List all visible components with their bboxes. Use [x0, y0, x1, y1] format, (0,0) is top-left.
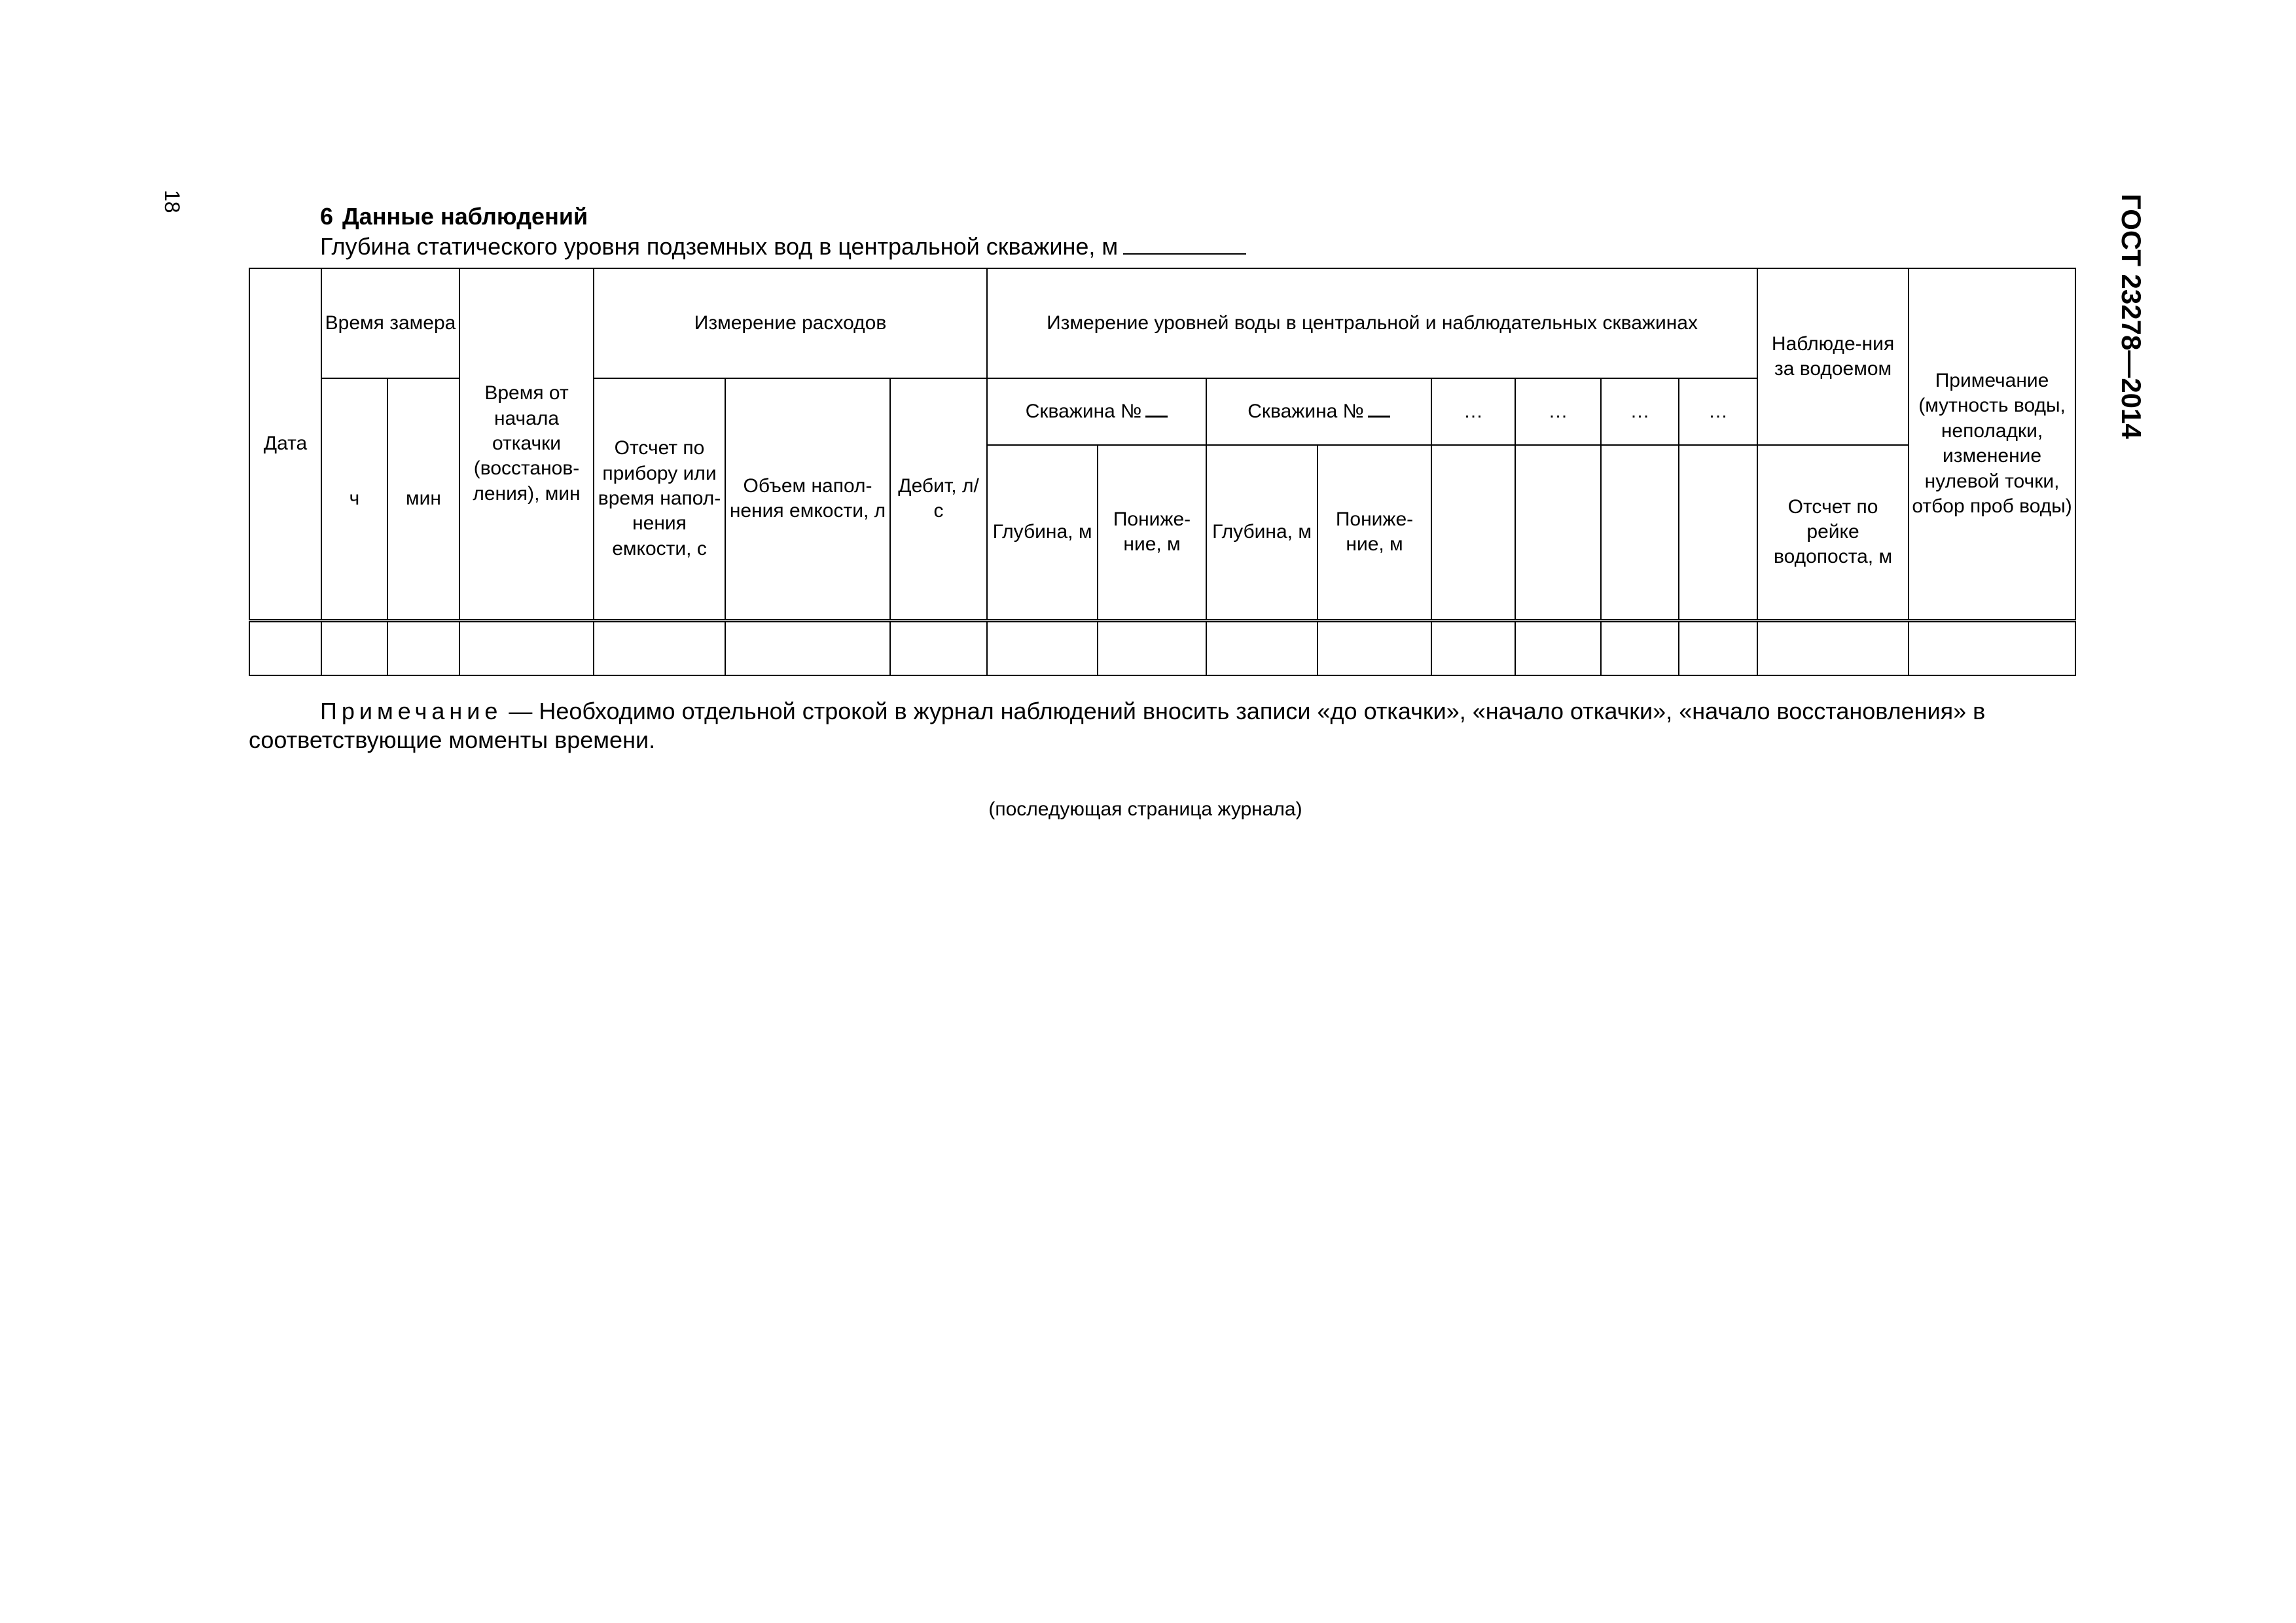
- header-row-1: [249, 268, 2075, 378]
- table-cell: [1318, 620, 1431, 675]
- header-flow-measurement: Измерение расходов: [594, 268, 987, 378]
- header-minutes: мин: [387, 378, 459, 620]
- table-cell: [1757, 620, 1909, 675]
- section-number: 6: [320, 203, 334, 230]
- table-cell: [1601, 620, 1679, 675]
- header-date: Дата: [249, 268, 321, 620]
- header-more-wells: …: [1515, 378, 1601, 445]
- table-cell: [1098, 620, 1206, 675]
- header-elapsed-time: Время от начала откачки (восстанов-ления), мин: [459, 268, 594, 620]
- header-more-wells: …: [1601, 378, 1679, 445]
- table-cell: [1909, 620, 2075, 675]
- observation-journal-table: [249, 268, 2076, 676]
- note-text: Необходимо отдельной строкой в журнал наблюдений вносить записи «до откачки», «начало откачки», «начало восстановления» в соответствующие моменты времени.: [249, 698, 1986, 753]
- static-level-line: [320, 233, 1246, 260]
- header-water-levels: Измерение уровней воды в центральной и наблюдательных скважинах: [987, 268, 1757, 378]
- well-2-number-blank: [1368, 402, 1390, 418]
- header-drawdown-well-1: Пониже-ние, м: [1098, 445, 1206, 620]
- header-time-group: Время замера: [321, 268, 459, 378]
- table-cell: [249, 620, 321, 675]
- note-label: Примечание: [320, 698, 503, 724]
- section-title: [320, 203, 588, 230]
- table-cell: [987, 620, 1098, 675]
- table-cell: [1206, 620, 1318, 675]
- table-row: [249, 620, 2075, 675]
- table-cell: [890, 620, 987, 675]
- well-2-label: Скважина №: [1247, 400, 1364, 422]
- well-1-number-blank: [1145, 402, 1168, 418]
- header-depth-well-1: Глубина, м: [987, 445, 1098, 620]
- header-empty-cell: [1431, 445, 1515, 620]
- header-more-wells: …: [1431, 378, 1515, 445]
- header-drawdown-well-2: Пониже-ние, м: [1318, 445, 1431, 620]
- header-more-wells: …: [1679, 378, 1757, 445]
- header-hours: ч: [321, 378, 387, 620]
- header-well-2: [1206, 378, 1431, 445]
- table-cell: [1679, 620, 1757, 675]
- header-reservoir-observations: Наблюде-ния за водоемом: [1757, 268, 1909, 445]
- header-empty-cell: [1515, 445, 1601, 620]
- table-cell: [1515, 620, 1601, 675]
- static-level-label: Глубина статического уровня подземных вод в центральной скважине, м: [320, 233, 1119, 260]
- document-code: ГОСТ 23278—2014: [2116, 194, 2147, 439]
- header-remarks: Примечание (мутность воды, неполадки, изменение нулевой точки, отбор проб воды): [1909, 268, 2075, 620]
- header-gauge-reading: Отсчет по рейке водопоста, м: [1757, 445, 1909, 620]
- well-1-label: Скважина №: [1025, 400, 1142, 422]
- static-level-blank-field: [1123, 234, 1246, 255]
- header-debit: Дебит, л/с: [890, 378, 987, 620]
- table-cell: [387, 620, 459, 675]
- table-cell: [594, 620, 725, 675]
- table-note: Примечание — Необходимо отдельной строкой в журнал наблюдений вносить записи «до откачки», «начало откачки», «начало восстановления» в соответствующие моменты времени.: [249, 698, 1986, 753]
- header-empty-cell: [1601, 445, 1679, 620]
- header-meter-reading: Отсчет по прибору или время напол-нения емкости, с: [594, 378, 725, 620]
- header-depth-well-2: Глубина, м: [1206, 445, 1318, 620]
- page-number: 18: [160, 190, 184, 213]
- table-cell: [725, 620, 890, 675]
- section-title-text: Данные наблюдений: [342, 203, 588, 230]
- table-cell: [1431, 620, 1515, 675]
- table-cell: [321, 620, 387, 675]
- header-well-1: [987, 378, 1206, 445]
- header-empty-cell: [1679, 445, 1757, 620]
- continuation-caption: (последующая страница журнала): [988, 798, 1302, 820]
- table-cell: [459, 620, 594, 675]
- header-fill-volume: Объем напол-нения емкости, л: [725, 378, 890, 620]
